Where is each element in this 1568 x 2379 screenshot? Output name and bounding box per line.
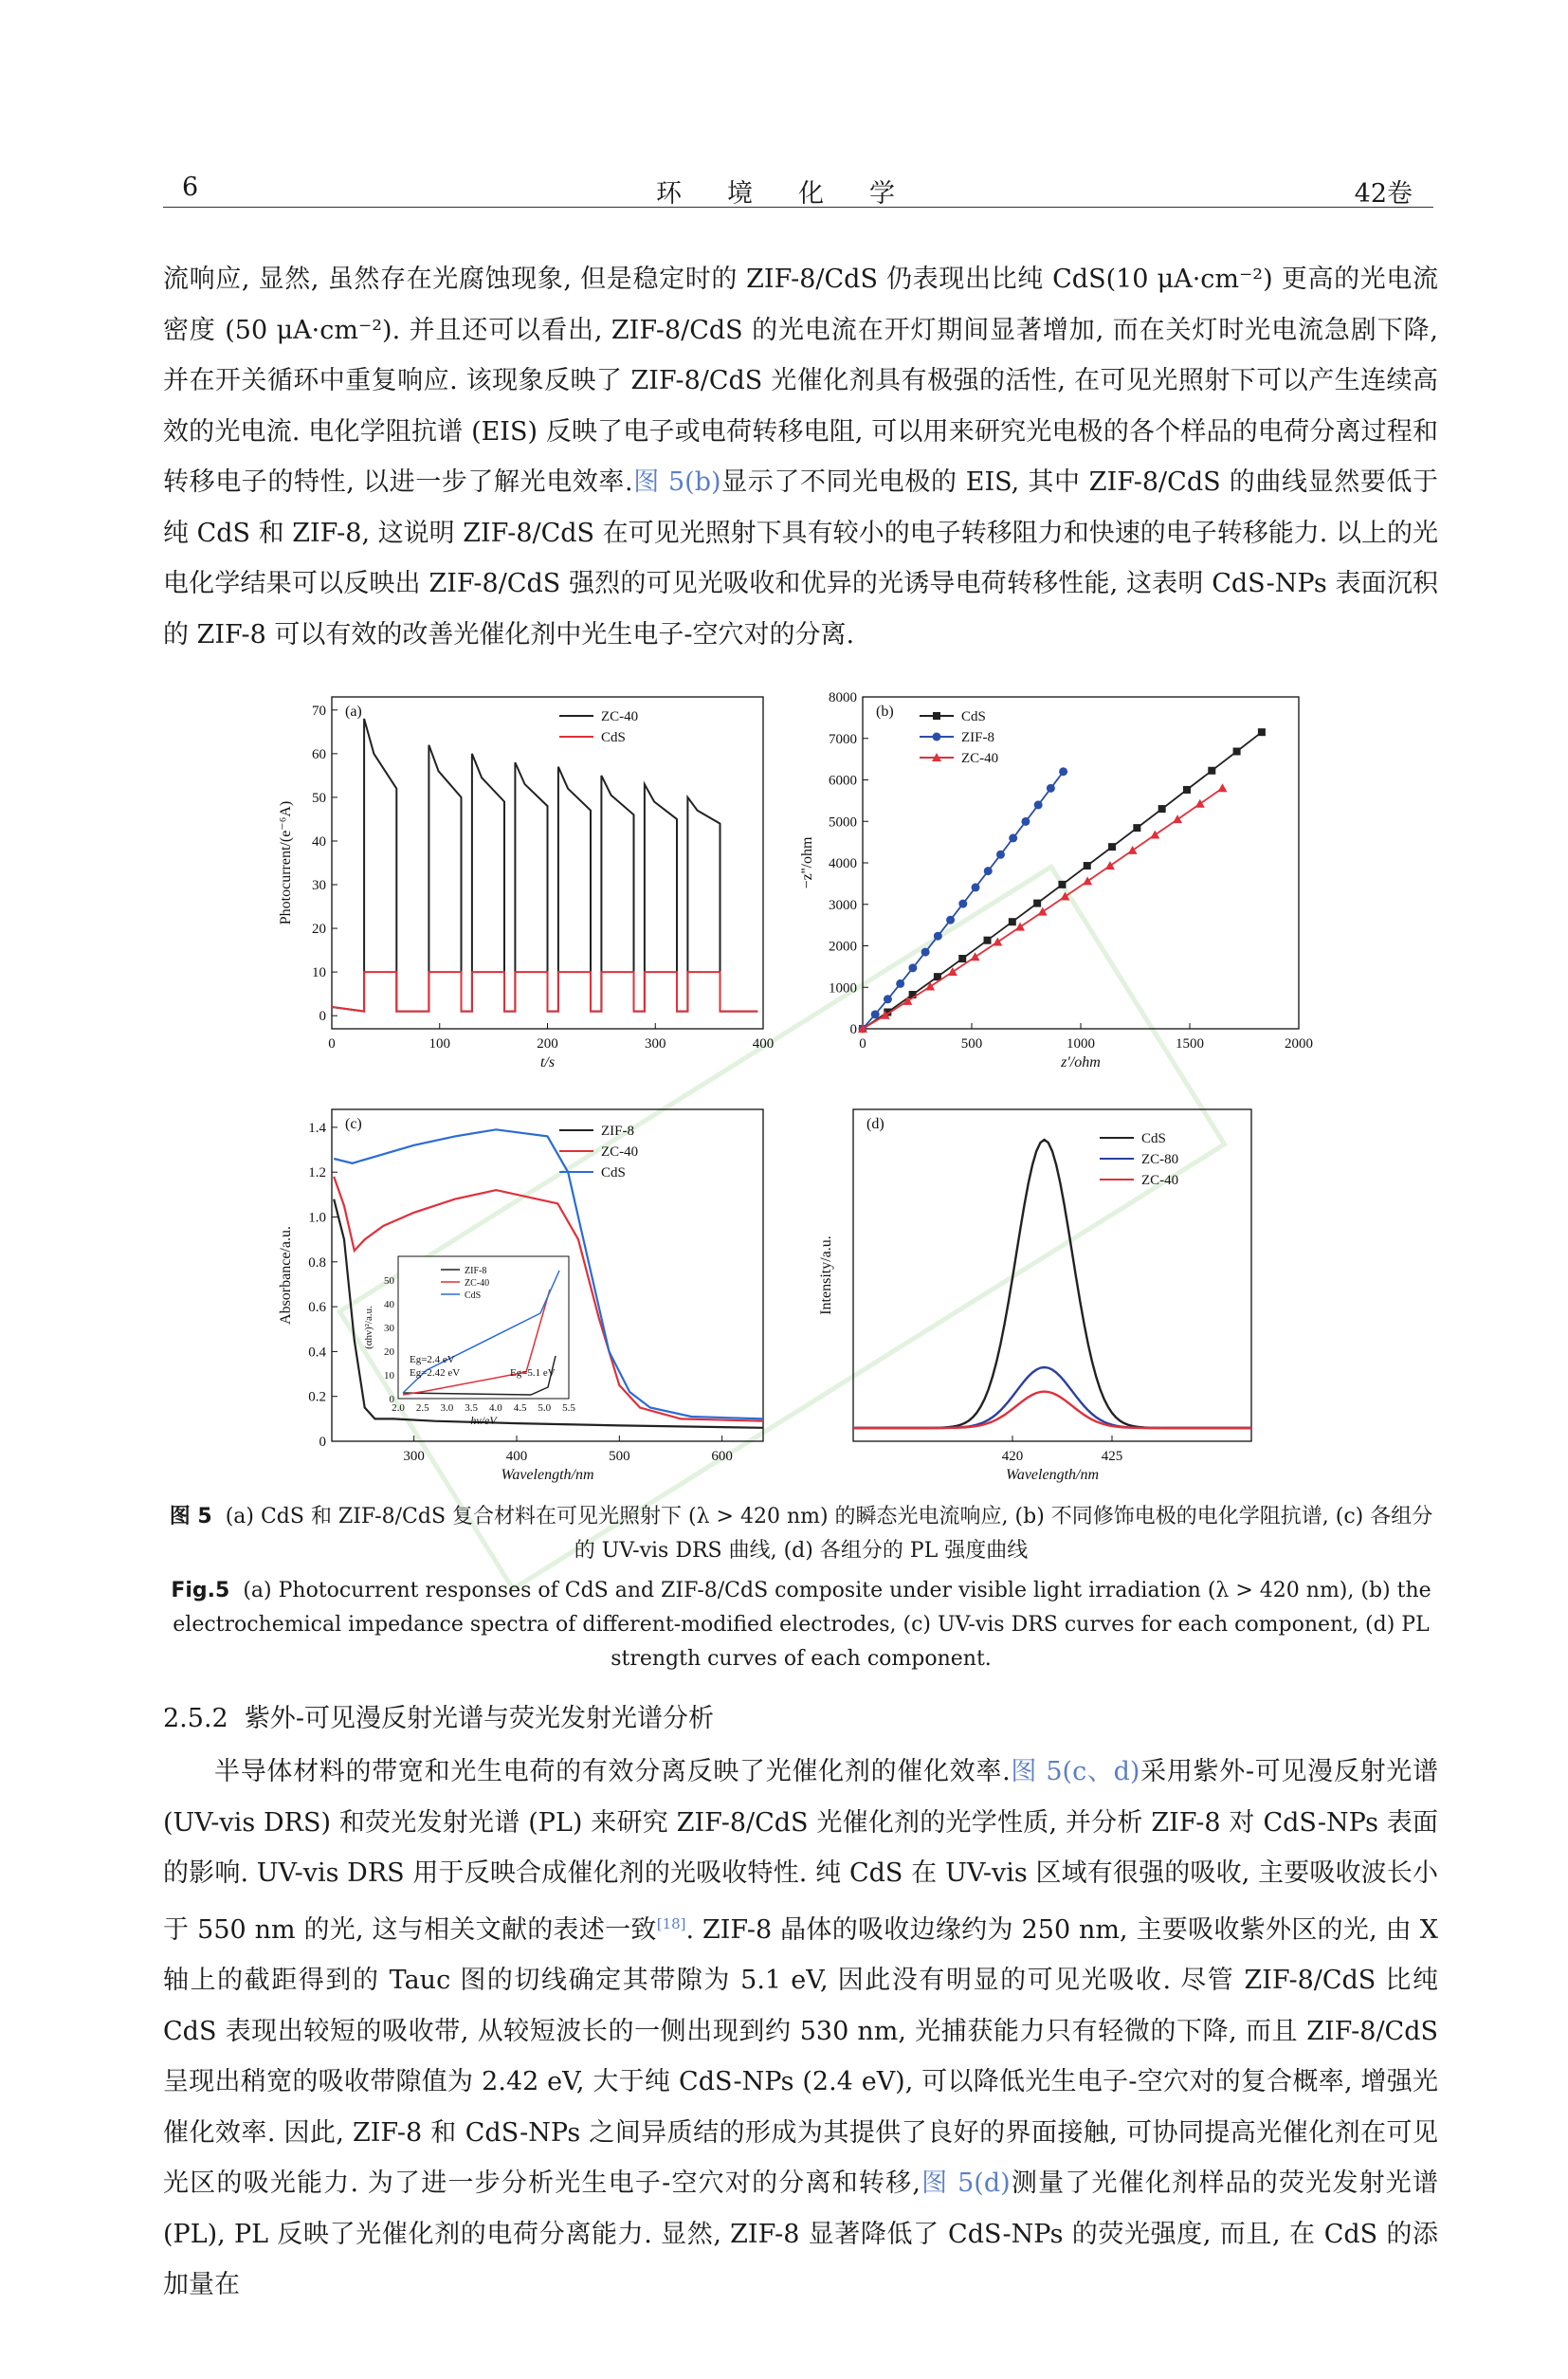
plot-frame [853, 1109, 1251, 1441]
inset-x-axis-label: hν/eV [470, 1414, 497, 1427]
legend-label: ZIF-8 [961, 730, 994, 745]
series-line-cds [332, 972, 757, 1012]
x-axis-label: t/s [539, 1054, 556, 1071]
marker-square [1033, 900, 1041, 907]
caption-label: 图 5 [169, 1505, 212, 1528]
paragraph-text: 流响应, 显然, 虽然存在光腐蚀现象, 但是稳定时的 ZIF-8/CdS 仍表现出比纯 CdS(10 μA·cm⁻²) 更高的光电流密度 (50 μA·cm⁻²). 并且还可以看出, ZIF-8/CdS 的光电流在开灯期间显著增加, 而在关灯时光电流急剧下降, 并在开关循环中重复响应. 该现象反映了 ZIF-8/CdS 光催化剂具有极强的活性, 在可见光照射下可以产生连续高效的光电流. 电化学阻抗谱 (EIS) 反映了电子或电荷转移电阻, 可以用来研究光电极的各个样品的电荷分离过程和转移电子的特性, 以进一步了解光电效率. [163, 265, 1438, 497]
y-tick-label: 0.4 [308, 1345, 326, 1361]
legend-label: ZC-40 [601, 1144, 639, 1160]
marker-triangle [1038, 907, 1048, 916]
inset-x-tick-label: 4.5 [513, 1402, 527, 1414]
y-axis-label: −z''/ohm [799, 836, 815, 889]
series-line-cds [853, 1140, 1251, 1428]
y-tick-label: 70 [312, 703, 326, 719]
marker-triangle [1015, 923, 1025, 931]
x-tick-label: 425 [1101, 1449, 1123, 1464]
y-tick-label: 6000 [829, 773, 857, 789]
figure-reference-link[interactable]: 图 5(b) [632, 467, 721, 497]
y-tick-label: 5000 [829, 814, 857, 831]
inset-annotation: Eg=5.1 eV [510, 1367, 556, 1379]
chart-panel-b [796, 668, 1327, 1086]
y-tick-label: 8000 [829, 690, 857, 705]
panel-label: (c) [345, 1116, 362, 1132]
section-number: 2.5.2 [163, 1704, 228, 1733]
inset-legend-label: CdS [465, 1290, 482, 1301]
marker-triangle [1195, 799, 1205, 808]
x-tick-label: 0 [859, 1036, 866, 1052]
marker-circle [908, 963, 917, 972]
marker-triangle [993, 938, 1002, 946]
inset-annotation: Eg=2.4 eV [410, 1354, 455, 1365]
volume-label: 42卷 [1354, 179, 1413, 209]
legend-label: ZC-40 [961, 751, 999, 766]
legend-label: ZIF-8 [601, 1124, 634, 1139]
inset-y-tick-label: 0 [389, 1394, 394, 1405]
figure-caption-cn [161, 1500, 1441, 1568]
panel-label: (d) [866, 1116, 884, 1132]
marker-triangle [1060, 892, 1069, 901]
marker-square [1084, 862, 1091, 869]
marker-circle [984, 867, 993, 875]
inset-y-tick-label: 40 [384, 1299, 394, 1310]
legend-label: ZC-80 [1141, 1152, 1179, 1167]
marker-square [1158, 805, 1166, 813]
y-tick-label: 1.2 [308, 1165, 326, 1181]
marker-triangle [1218, 783, 1228, 792]
panel-label: (a) [345, 704, 362, 720]
y-tick-label: 30 [312, 878, 326, 894]
x-tick-label: 500 [960, 1036, 983, 1052]
legend-label: CdS [1141, 1131, 1166, 1146]
y-tick-label: 40 [312, 833, 326, 850]
inset-annotation: Eg=2.42 eV [410, 1367, 461, 1379]
marker-square [984, 937, 992, 944]
x-tick-label: 600 [711, 1449, 733, 1464]
y-tick-label: 0.2 [308, 1389, 326, 1405]
y-tick-label: 0 [319, 1009, 326, 1025]
series-line-zc-40 [332, 719, 757, 1012]
inset-x-tick-label: 3.5 [465, 1402, 479, 1414]
marker-square [1233, 747, 1241, 755]
inset-x-tick-label: 4.0 [488, 1402, 502, 1414]
y-tick-label: 2000 [829, 939, 857, 955]
marker-triangle [1105, 861, 1115, 869]
inset-x-tick-label: 5.0 [538, 1402, 552, 1414]
plot-frame [863, 697, 1299, 1029]
x-tick-label: 0 [328, 1036, 336, 1052]
y-tick-label: 0 [849, 1022, 857, 1037]
marker-circle [1034, 800, 1043, 809]
marker-square [1133, 824, 1140, 832]
x-tick-label: 100 [428, 1036, 450, 1052]
marker-triangle [1150, 831, 1159, 839]
section-heading [163, 1697, 714, 1734]
inset-legend-label: ZIF-8 [465, 1266, 487, 1276]
y-tick-label: 60 [312, 746, 326, 762]
section-title: 紫外-可见漫反射光谱与荧光发射光谱分析 [244, 1704, 714, 1733]
paragraph-text: 测量了光催化剂样品的荧光发射光谱 (PL), PL 反映了光催化剂的电荷分离能力. 显然, ZIF-8 显著降低了 CdS-NPs 的荧光强度, 而且, 在 CdS 的添加量在 [163, 2169, 1439, 2299]
x-tick-label: 400 [752, 1036, 775, 1052]
y-tick-label: 1000 [829, 980, 857, 997]
x-tick-label: 300 [645, 1036, 666, 1052]
inset-y-axis-label: (αhν)²/a.u. [363, 1306, 374, 1349]
y-tick-label: 10 [312, 965, 326, 981]
marker-square [933, 712, 940, 720]
marker-square [1258, 728, 1266, 736]
y-tick-label: 0 [319, 1435, 326, 1450]
figure-caption-en [161, 1574, 1441, 1676]
y-tick-label: 20 [312, 922, 326, 938]
y-tick-label: 1.0 [308, 1210, 326, 1226]
x-tick-label: 500 [609, 1449, 630, 1464]
marker-square [1009, 918, 1016, 925]
marker-circle [896, 979, 904, 988]
x-tick-label: 200 [537, 1036, 558, 1052]
x-tick-label: 400 [505, 1449, 528, 1464]
inset-legend-label: ZC-40 [465, 1278, 490, 1289]
marker-circle [1059, 767, 1067, 776]
chart-panel-d [815, 1081, 1270, 1498]
paragraph-text: 采用紫外-可见漫反射光谱 (UV-vis DRS) 和荧光发射光谱 (PL) 来研究 ZIF-8/CdS 光催化剂的光学性质, 并分析 ZIF-8 对 CdS-NPs 表面的影响. UV-vis DRS 用于反映合成催化剂的光吸收特性. 纯 CdS 在 UV-vis 区域有很强的吸收, 主要吸收波长小于 550 nm 的光, 这与相关文献的表述一致 [163, 1757, 1438, 1945]
marker-square [1108, 843, 1116, 851]
inset-x-tick-label: 3.0 [440, 1402, 454, 1414]
marker-square [1183, 786, 1191, 794]
paragraph-text: 半导体材料的带宽和光生电荷的有效分离反映了光催化剂的催化效率. [214, 1757, 1011, 1786]
caption-text: (a) CdS 和 ZIF-8/CdS 复合材料在可见光照射下 (λ > 420 nm) 的瞬态光电流响应, (b) 不同修饰电极的电化学阻抗谱, (c) 各组分的 UV-vis DRS 曲线, (d) 各组分的 PL 强度曲线 [225, 1505, 1433, 1563]
x-tick-label: 1500 [1176, 1036, 1204, 1052]
paragraph-text: . ZIF-8 晶体的吸收边缘约为 250 nm, 主要吸收紫外区的光, 由 X 轴上的截距得到的 Tauc 图的切线确定其带隙为 5.1 eV, 因此没有明显的可见光吸收. 尽管 ZIF-8/CdS 比纯 CdS 表现出较短的吸收带, 从较短波长的一侧出现到约 530 nm, 光捕获能力只有轻微的下降, 而且 ZIF-8/CdS 呈现出稍宽的吸收带隙值为 2.42 eV, 大于纯 CdS-NPs (2.4 eV), 可以降低光生电子-空穴对的复合概率, 增强光催化效率. 因此, ZIF-8 和 CdS-NPs 之间异质结的形成为其提供了良好的界面接触, 可协同提高光催化剂在可见光区的吸光能力. 为了进一步分析光生电子-空穴对的分离和转移, [163, 1914, 1438, 2198]
inset-y-tick-label: 20 [384, 1346, 394, 1358]
y-axis-label: Absorbance/a.u. [278, 1226, 294, 1325]
y-axis-label: Photocurrent/(e⁻⁶A) [278, 800, 294, 925]
figure-reference-link[interactable]: 图 5(c、d) [1010, 1757, 1140, 1786]
marker-circle [884, 995, 892, 1003]
figure-reference-link[interactable]: 图 5(d) [920, 2169, 1011, 2198]
x-axis-label: Wavelength/nm [501, 1467, 594, 1483]
inset-x-tick-label: 5.5 [562, 1402, 575, 1414]
legend-label: ZC-40 [1141, 1173, 1179, 1188]
marker-square [958, 955, 966, 962]
legend-label: CdS [601, 730, 626, 745]
paragraph-text: 显示了不同光电极的 EIS, 其中 ZIF-8/CdS 的曲线显然要低于纯 CdS 和 ZIF-8, 这说明 ZIF-8/CdS 在可见光照射下具有较小的电子转移阻力和快速的电子转移能力. 以上的光电化学结果可以反映出 ZIF-8/CdS 强烈的可见光吸收和优异的光诱导电荷转移性能, 这表明 CdS-NPs 表面沉积的 ZIF-8 可以有效的改善光催化剂中光生电子-空穴对的分离. [163, 467, 1438, 650]
marker-triangle [925, 982, 935, 991]
running-header [163, 169, 1433, 208]
journal-title: 环境化学 [656, 179, 940, 209]
x-tick-label: 1000 [1067, 1036, 1095, 1052]
y-tick-label: 4000 [829, 856, 857, 871]
marker-circle [934, 932, 942, 941]
caption-label: Fig.5 [171, 1579, 230, 1602]
body-paragraph-top [163, 254, 1438, 660]
marker-triangle [1128, 846, 1138, 854]
x-axis-label: Wavelength/nm [1005, 1467, 1100, 1483]
marker-circle [972, 883, 980, 891]
marker-square [1208, 767, 1215, 775]
page-number: 6 [182, 173, 199, 202]
marker-circle [921, 948, 930, 957]
inset-plot [363, 1256, 575, 1427]
marker-triangle [971, 952, 980, 961]
marker-circle [946, 916, 955, 924]
marker-triangle [1173, 814, 1182, 823]
series-line-zc-80 [853, 1367, 1251, 1428]
marker-circle [996, 851, 1005, 859]
x-tick-label: 2000 [1285, 1036, 1313, 1052]
inset-x-tick-label: 2.0 [392, 1402, 405, 1414]
marker-circle [1047, 784, 1055, 793]
x-tick-label: 420 [1001, 1449, 1024, 1464]
x-tick-label: 300 [403, 1449, 425, 1464]
marker-triangle [1083, 876, 1092, 885]
y-tick-label: 1.4 [308, 1120, 326, 1136]
citation-link[interactable]: [18] [656, 1914, 686, 1932]
marker-circle [933, 733, 941, 741]
inset-y-tick-label: 50 [384, 1275, 394, 1287]
legend-label: CdS [601, 1165, 626, 1180]
panel-label: (b) [876, 704, 894, 720]
marker-circle [1009, 833, 1017, 842]
legend-label: CdS [961, 709, 986, 724]
y-tick-label: 7000 [829, 731, 857, 747]
chart-panel-c [275, 1081, 787, 1498]
marker-circle [871, 1010, 880, 1018]
legend-label: ZC-40 [601, 709, 639, 724]
x-axis-label: z'/ohm [1061, 1054, 1101, 1071]
y-tick-label: 50 [312, 790, 326, 806]
y-axis-label: Intensity/a.u. [818, 1235, 834, 1315]
inset-y-tick-label: 10 [384, 1370, 394, 1382]
y-tick-label: 0.8 [308, 1254, 326, 1271]
caption-text: (a) Photocurrent responses of CdS and ZIF-8/CdS composite under visible light irradiation (λ > 420 nm), (b) the electrochemical impedance spectra of different-modified electrodes, (c) UV-vis DRS curves for each component, (d) PL strength curves of each component. [173, 1579, 1431, 1671]
y-tick-label: 3000 [829, 897, 857, 913]
marker-circle [1021, 817, 1030, 826]
body-paragraph-bottom [163, 1747, 1438, 2311]
series-line-cds [863, 732, 1262, 1029]
chart-panel-a [275, 668, 787, 1086]
inset-x-tick-label: 2.5 [415, 1402, 429, 1414]
marker-circle [958, 900, 967, 908]
series-line-zc-40 [853, 1392, 1251, 1428]
marker-square [1058, 881, 1066, 888]
inset-y-tick-label: 30 [384, 1323, 394, 1334]
y-tick-label: 0.6 [308, 1300, 326, 1316]
